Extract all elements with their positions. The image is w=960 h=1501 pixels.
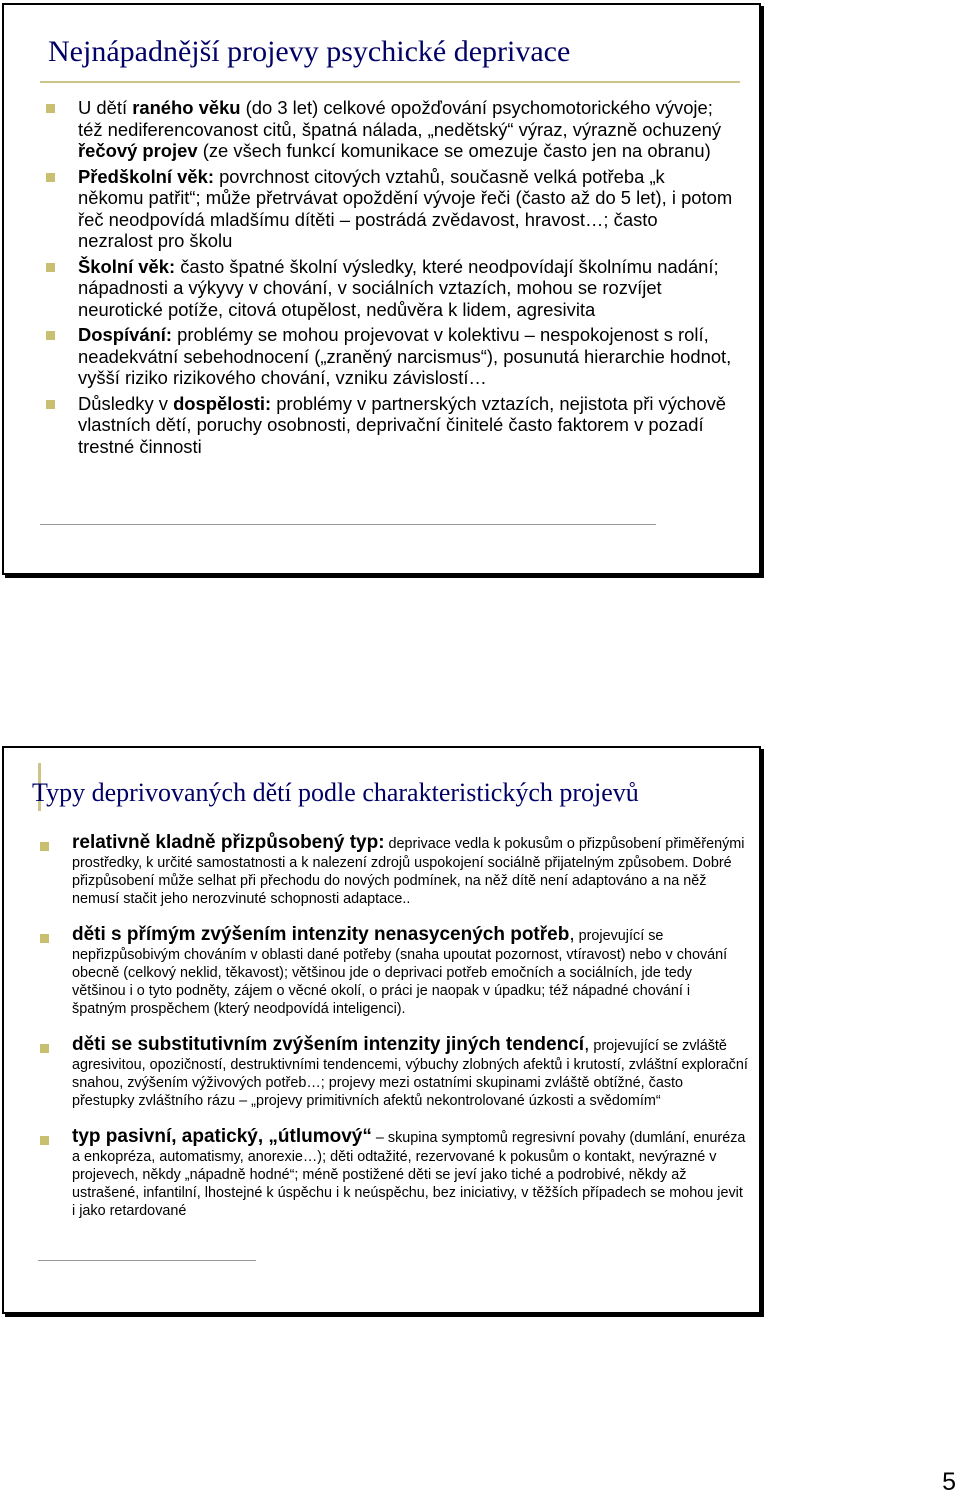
bullet-substitutive-intensity: děti se substitutivním zvýšením intenzity jiných tendencí, projevující se zvláště agresivitou, opozičností, destruktivními tendencemi, výbuchy zlobných afektů i krutostí, zvláštní explorační snahou, zvýšením výživových potřeb…; projevy mezi ostatními skupinami zvláště obtížné, často přestupky zvláštního rázu – „projevy primitivních afektů nekontrolované úzkosti a svědomím“: [38, 1034, 748, 1110]
square-bullet-icon: [46, 104, 55, 113]
square-bullet-icon: [40, 934, 49, 943]
bullet-direct-intensity: děti s přímým zvýšením intenzity nenasycených potřeb, projevující se nepřizpůsobivým chováním v oblasti dané potřeby (snaha upoutat pozornost, vtíravost) nebo v chování obecně (celkový neklid, těkavost); většinou jde o deprivaci potřeb emočních a sociálních, jde tedy většinou i o tyto podněty, zájem o věcné okolí, o práci je naopak v úpadku; též nápadné chování i špatným prospěchem (který neodpovídá inteligenci).: [38, 924, 748, 1018]
slide-1-bullet-list: [44, 97, 734, 461]
square-bullet-icon: [46, 331, 55, 340]
bullet-adulthood: Důsledky v dospělosti: problémy v partnerských vztazích, nejistota při výchově vlastních dětí, poruchy osobnosti, deprivační činitelé často faktorem v pozadí trestné činnosti: [44, 393, 734, 458]
square-bullet-icon: [40, 1136, 49, 1145]
square-bullet-icon: [40, 842, 49, 851]
slide-2-title: Typy deprivovaných dětí podle charakteristických projevů: [32, 778, 639, 807]
bottom-rule: [38, 1260, 256, 1261]
page-number: 5: [942, 1468, 956, 1496]
slide-2-bullet-list: [38, 832, 748, 1236]
title-rule: [40, 81, 740, 83]
square-bullet-icon: [46, 400, 55, 409]
square-bullet-icon: [46, 173, 55, 182]
slide-1-title: Nejnápadnější projevy psychické deprivace: [48, 35, 571, 68]
bullet-adapted-type: relativně kladně přizpůsobený typ: deprivace vedla k pokusům o přizpůsobení přiměřenými prostředky, k určité samostatnosti a k nalezení zdrojů uspokojení sociálně přijatelným způsobem. Dobré přizpůsobení může selhat při přechodu do nových podmínek, na něž dítě není adaptováno a na něž nemusí stačit jeho nerozvinuté schopnosti adaptace..: [38, 832, 748, 908]
slide-2: [2, 746, 761, 1314]
square-bullet-icon: [46, 263, 55, 272]
bullet-early-age: U dětí raného věku (do 3 let) celkové opožďování psychomotorického vývoje; též nediferencovanost citů, špatná nálada, „nedětský“ výraz, výrazně ochuzený řečový projev (ze všech funkcí komunikace se omezuje často jen na obranu): [44, 97, 734, 162]
bullet-passive-type: typ pasivní, apatický, „útlumový“ – skupina symptomů regresivní povahy (dumlání, enuréza a enkopréza, automatismy, anorexie…); děti odtažité, rezervované k pokusům o kontakt, nevýrazné v projevech, někdy „nápadně hodné“; méně postižené děti se jeví jako tiché a podrobivé, někdy až ustrašené, infantilní, lhostejné k úspěchu i k neúspěchu, bez iniciativy, v těžších případech se mohou jevit i jako retardované: [38, 1126, 748, 1220]
bullet-preschool: Předškolní věk: povrchnost citových vztahů, současně velká potřeba „k někomu patřit“; může přetrvávat opoždění vývoje řeči (často až do 5 let), i potom řeč neodpovídá mladšímu dítěti – postrádá zvědavost, hravost…; často nezralost pro školu: [44, 166, 734, 252]
slide-1: [2, 3, 761, 575]
square-bullet-icon: [40, 1044, 49, 1053]
bullet-adolescence: Dospívání: problémy se mohou projevovat v kolektivu – nespokojenost s rolí, neadekvátní sebehodnocení („zraněný narcismus“), posunutá hierarchie hodnot, vyšší riziko rizikového chování, vzniku závislostí…: [44, 324, 734, 389]
bullet-school-age: Školní věk: často špatné školní výsledky, které neodpovídají školnímu nadání; nápadnosti a výkyvy v chování, v sociálních vztazích, mohou se rozvíjet neurotické potíže, citová otupělost, nedůvěra k lidem, agresivita: [44, 256, 734, 321]
bottom-rule: [40, 524, 656, 525]
